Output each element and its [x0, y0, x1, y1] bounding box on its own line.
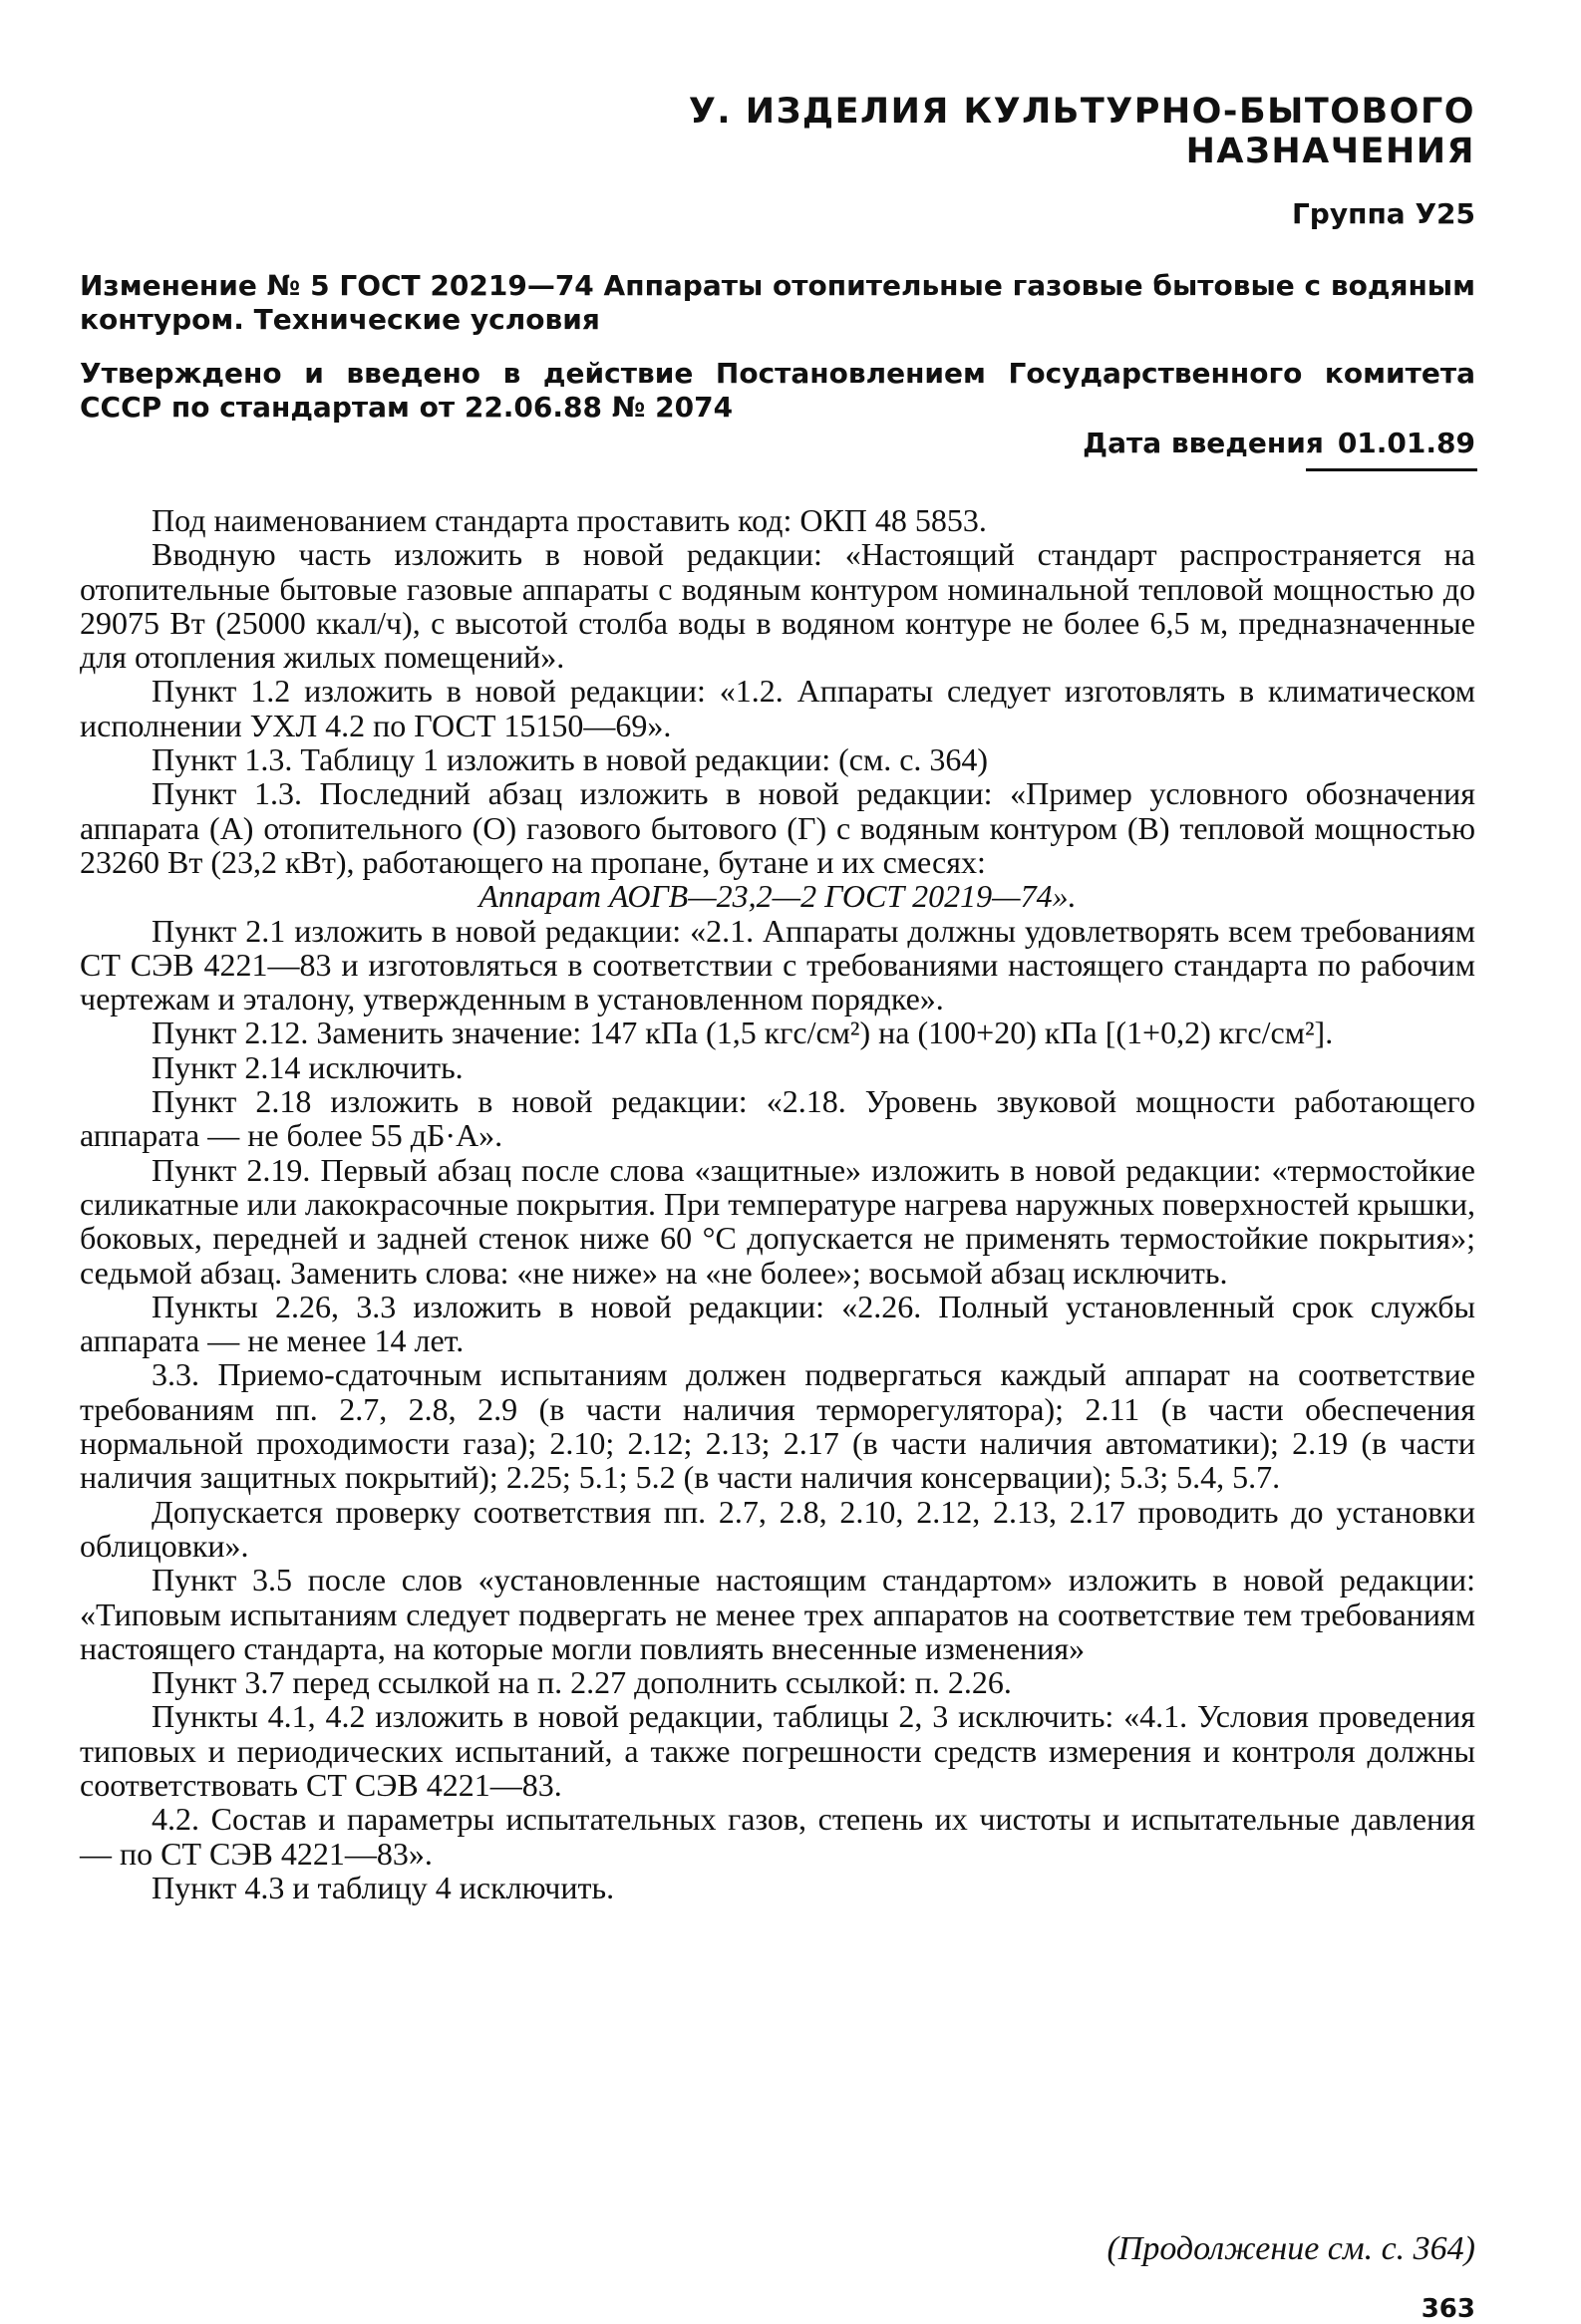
paragraph: Пункт 2.12. Заменить значение: 147 кПа (1,5 кгс/см²) на (100+20) кПа [(1+0,2) кгс/см²].: [152, 1015, 1334, 1051]
effective-date: [1083, 427, 1475, 459]
paragraph: Пункт 2.14 исключить.: [152, 1048, 464, 1085]
group-label: Группа У25: [1291, 197, 1475, 230]
paragraph: Вводную часть изложить в новой редакции: «Настоящий стандарт распространяется на отопительные бытовые газовые аппараты с водяным контуром номинальной тепловой мощностью до 29075 Вт (25000 ккал/ч), с высотой столба воды в водяном контуре не более 6,5 м, предназначенные для отопления жилых помещений».: [80, 536, 1475, 676]
approval-statement: Утверждено и введено в действие Постановлением Государственного комитета СССР по стандартам от 22.06.88 № 2074: [80, 357, 1475, 424]
paragraph: Пункт 3.7 перед ссылкой на п. 2.27 дополнить ссылкой: п. 2.26.: [152, 1664, 1012, 1701]
date-label: Дата введения: [1083, 427, 1324, 459]
page-number: 363: [1421, 2294, 1475, 2324]
paragraph: Пункт 4.3 и таблицу 4 исключить.: [152, 1869, 615, 1905]
designation-example: Аппарат АОГВ—23,2—2 ГОСТ 20219—74».: [478, 878, 1077, 915]
paragraph: Под наименованием стандарта проставить код: ОКП 48 5853.: [152, 502, 987, 538]
paragraph: Пункт 1.2 изложить в новой редакции: «1.2. Аппараты следует изготовлять в климатическом исполнении УХЛ 4.2 по ГОСТ 15150—69».: [80, 673, 1475, 743]
section-title: У. ИЗДЕЛИЯ КУЛЬТУРНО-БЫТОВОГО НАЗНАЧЕНИЯ: [688, 92, 1475, 171]
date-value: 01.01.89: [1337, 427, 1475, 459]
paragraph: 4.2. Состав и параметры испытательных газов, степень их чистоты и испытательные давления — по СТ СЭВ 4221—83».: [80, 1801, 1475, 1872]
paragraph: Пункт 1.3. Последний абзац изложить в новой редакции: «Пример условного обозначения аппарата (А) отопительного (О) газового бытового (Г) с водяным контуром (В) тепловой мощностью 23260 Вт (23,2 кВт), работающего на пропане, бутане и их смесях:: [80, 775, 1475, 880]
paragraph: Пункт 2.19. Первый абзац после слова «защитные» изложить в новой редакции: «термостойкие силикатные или лакокрасочные покрытия. При температуре нагрева наружных поверхностей крышки, боковых, передней и задней стенок ниже 60 °С допускается не применять термостойкие покрытия»; седьмой абзац. Заменить слова: «не ниже» на «не более»; восьмой абзац исключить.: [80, 1151, 1475, 1291]
paragraph: Пункт 1.3. Таблицу 1 изложить в новой редакции: (см. с. 364): [152, 741, 989, 778]
paragraph: Пункт 2.1 изложить в новой редакции: «2.1. Аппараты должны удовлетворять всем требованиям СТ СЭВ 4221—83 и изготовляться в соответствии с требованиями настоящего стандарта по рабочим чертежам и эталону, утвержденным в установленном порядке».: [80, 912, 1475, 1017]
paragraph: Пункты 2.26, 3.3 изложить в новой редакции: «2.26. Полный установленный срок службы аппарата — не менее 14 лет.: [80, 1288, 1475, 1359]
paragraph: Допускается проверку соответствия пп. 2.7, 2.8, 2.10, 2.12, 2.13, 2.17 проводить до установки облицовки».: [80, 1493, 1475, 1564]
continuation-note: (Продолжение см. с. 364): [1107, 2230, 1475, 2267]
paragraph: Пункт 3.5 после слов «установленные настоящим стандартом» изложить в новой редакции: «Типовым испытаниям следует подвергать не менее трех аппаратов на соответствие тем требованиям настоящего стандарта, на которые могли повлиять внесенные изменения»: [80, 1562, 1475, 1666]
date-underline: [1306, 468, 1477, 471]
paragraph: Пункт 2.18 изложить в новой редакции: «2.18. Уровень звуковой мощности работающего аппарата — не более 55 дБ·А».: [80, 1083, 1475, 1154]
body-text: [80, 503, 1475, 1904]
paragraph: Пункты 4.1, 4.2 изложить в новой редакции, таблицы 2, 3 исключить: «4.1. Условия проведения типовых и периодических испытаний, а также погрешности средств измерения и контроля должны соответствовать СТ СЭВ 4221—83.: [80, 1698, 1475, 1803]
change-title: Изменение № 5 ГОСТ 20219—74 Аппараты отопительные газовые бытовые с водяным контуром. Технические условия: [80, 269, 1475, 336]
paragraph: 3.3. Приемо-сдаточным испытаниям должен подвергаться каждый аппарат на соответствие требованиям пп. 2.7, 2.8, 2.9 (в части наличия терморегулятора); 2.11 (в части обеспечения нормальной проходимости газа); 2.10; 2.12; 2.13; 2.17 (в части наличия автоматики); 2.19 (в части наличия защитных покрытий); 2.25; 5.1; 5.2 (в части наличия консервации); 5.3; 5.4, 5.7.: [80, 1356, 1475, 1496]
